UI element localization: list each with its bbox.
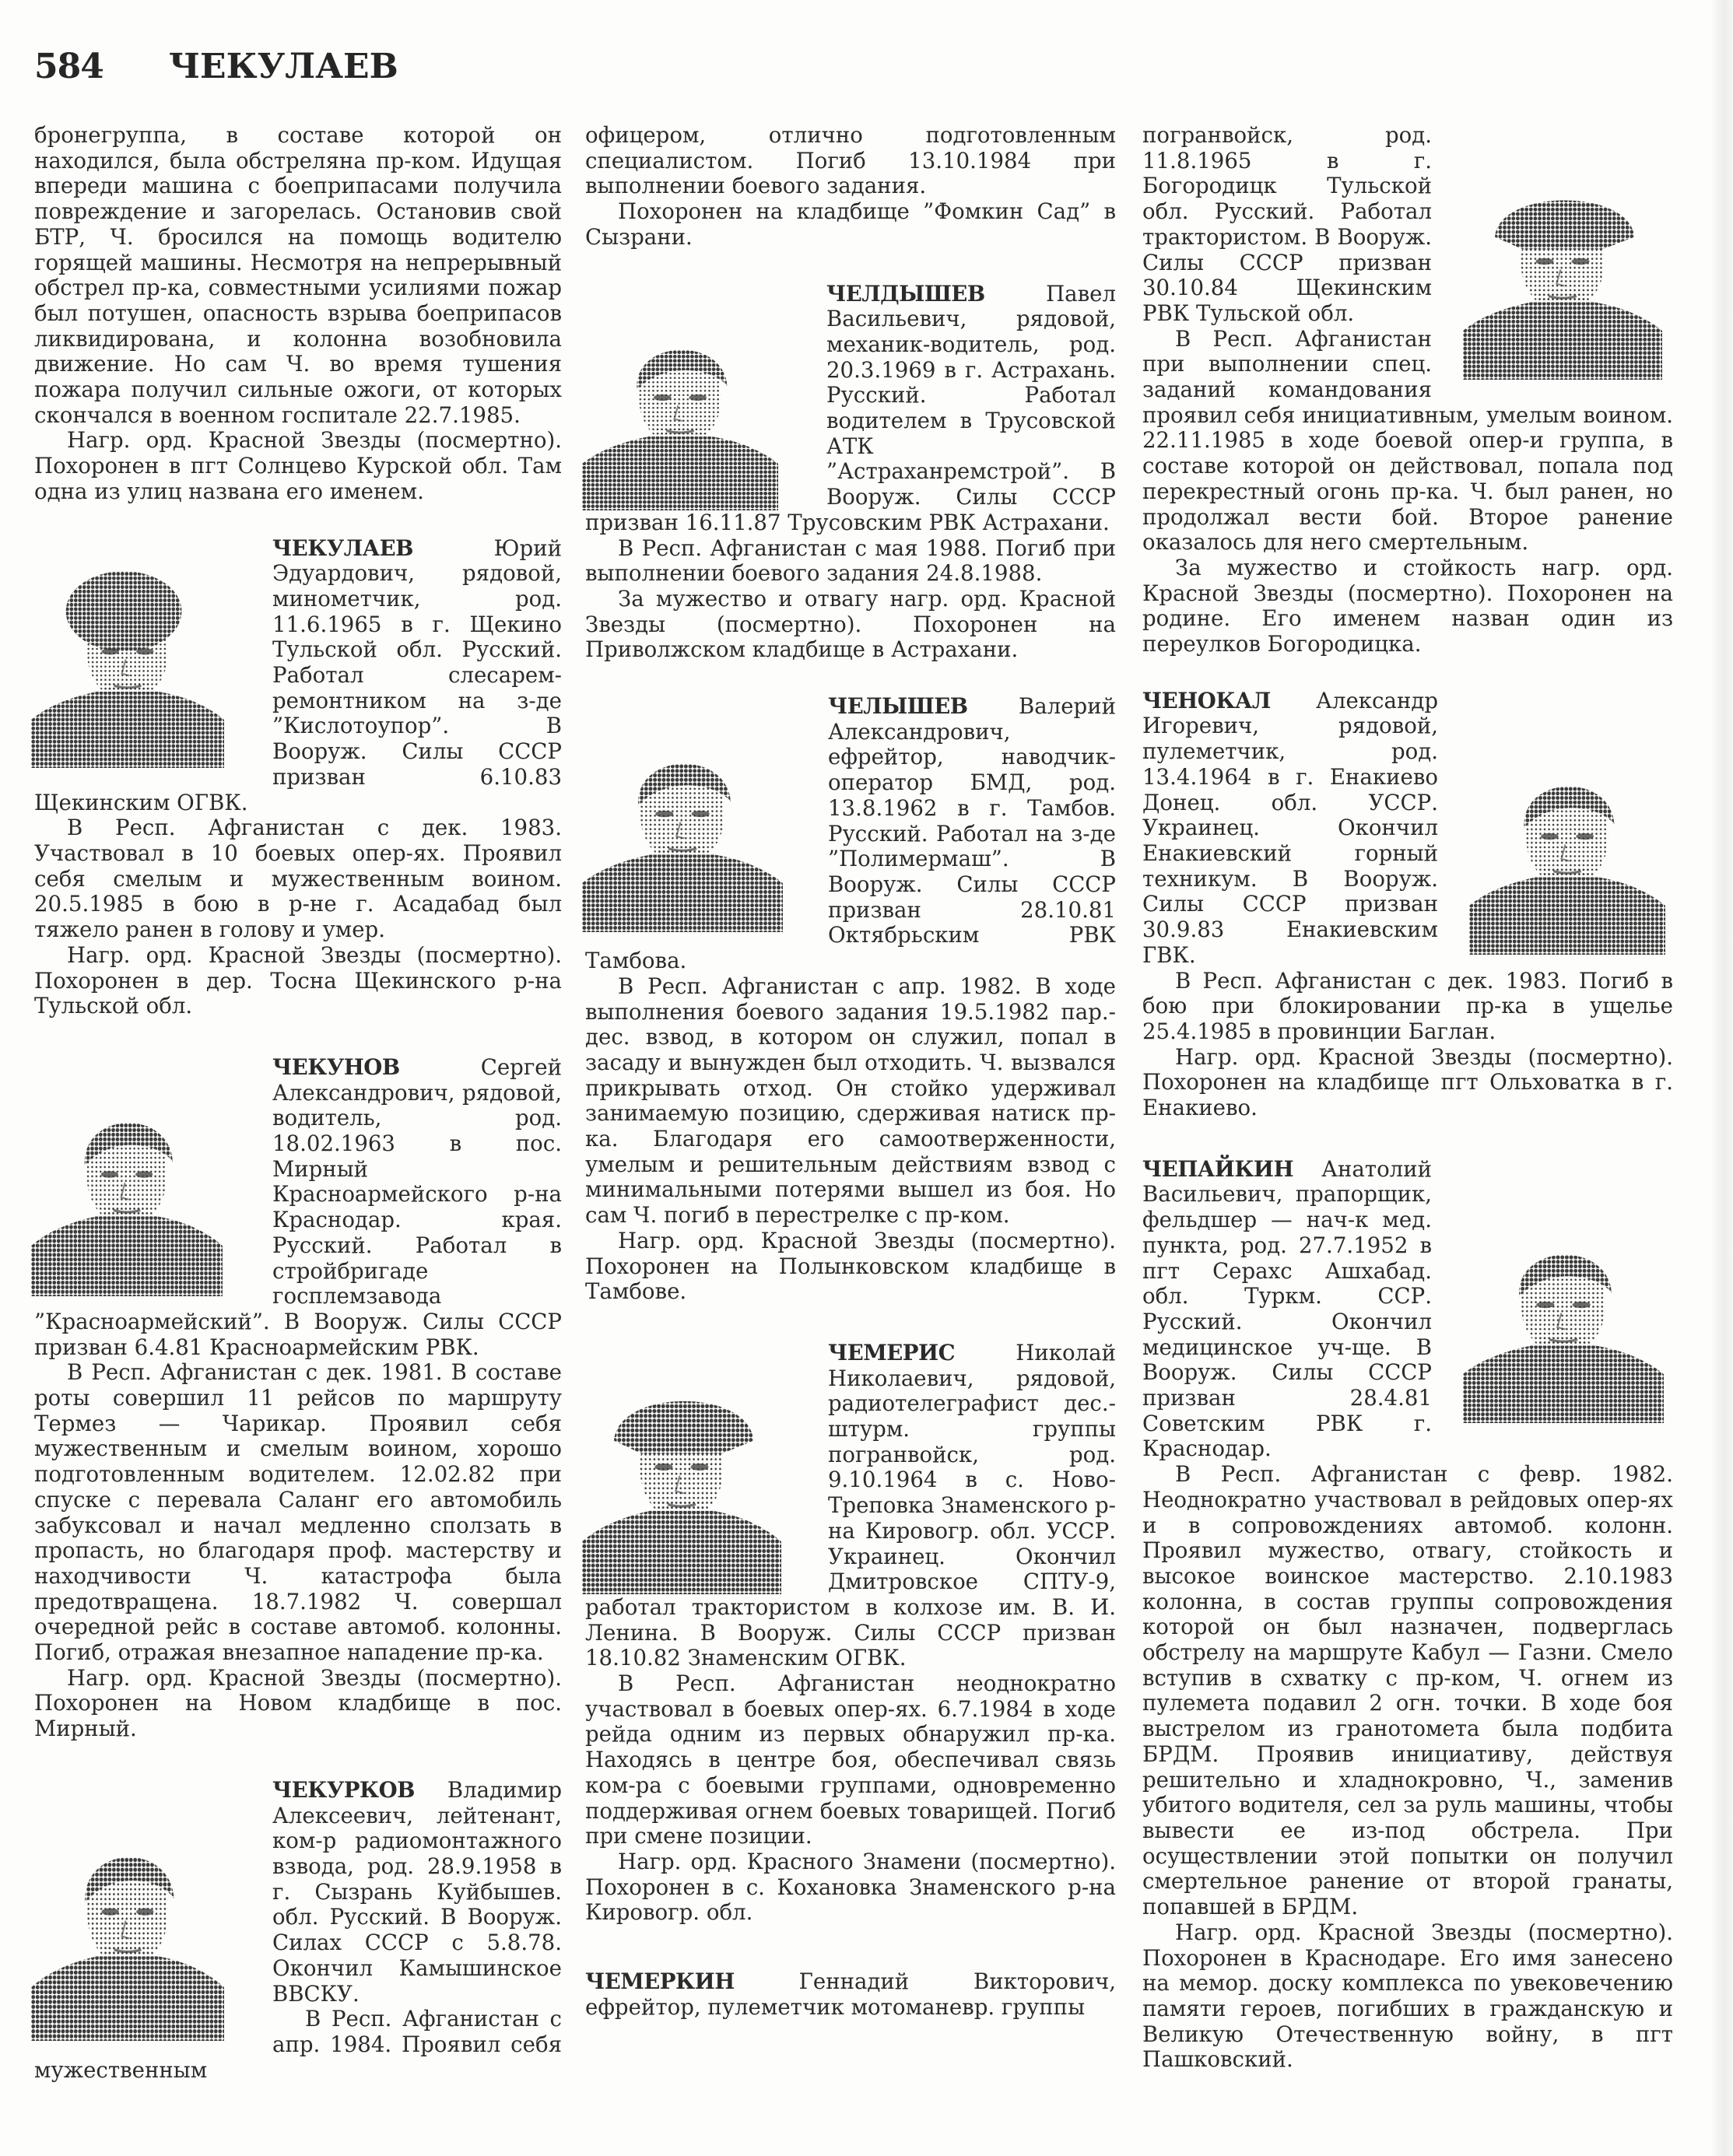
paragraph: погранвойск, род. 11.8.1965 в г. Богородицк Тульской обл. Русский. Работал трактористом. В Вооруж. Силы СССР призван 30.10.84 Щекинским РВК Тульской обл. <box>1142 122 1432 326</box>
entry-lead-text: Анатолий Васильевич, прапорщик, фельдшер — нач-к мед. пункта, род. 27.7.1952 в пгт Серахс Ашхабад. обл. Туркм. ССР. Русский. Окончил медицинское уч-ще. В Вооруж. Силы СССР призван 28.4.81 Советским РВК г. Краснодар. <box>1142 1155 1432 1462</box>
portrait-photo <box>31 1086 223 1296</box>
entry-surname: ЧЕНОКАЛ <box>1142 687 1271 713</box>
running-headword: ЧЕКУЛАЕВ <box>168 47 398 86</box>
entry-lead-text: Владимир Алексеевич, лейтенант, ком-р радиомонтажного взвода, род. 28.9.1958 в г. Сызрань Куйбышев. обл. Русский. В Вооруж. Силах СССР с 5.8.78. Окончил Камышинское ВВСКУ. <box>272 1776 562 2007</box>
entry-surname: ЧЕКУЛАЕВ <box>272 535 413 561</box>
entry-lead-text: Валерий Александрович, ефрейтор, наводчик-оператор БМД, род. 13.8.1962 в г. Тамбов. Русский. Работал на з-де ”Полимермаш”. В Вооруж. Силы СССР призван 28.10.81 Октябрьским РВК Тамбова. <box>585 693 1116 974</box>
halftone-portrait-icon <box>31 1818 224 2041</box>
halftone-portrait-icon <box>582 316 778 510</box>
entry-chemerkin <box>585 1969 1116 2020</box>
entry-surname: ЧЕЛДЫШЕВ <box>826 280 985 307</box>
entry-surname: ЧЕЛЫШЕВ <box>828 693 968 720</box>
halftone-portrait-icon <box>1463 176 1662 380</box>
paragraph: В Респ. Афганистан с апр. 1982. В ходе выполнения боевого задания 19.5.1982 пар.-дес. взвод, в котором он служил, попал в засаду и вынужден был отходить. Ч. вызвался прикрывать отход. Он стойко удерживал занимаемую позицию, сдерживая натиск пр-ка. Благодаря его самоотверженности, умелым и решительным действиям взвод с минимальными потерями вышел из боя. Но сам Ч. погиб в перестрелке с пр-ком. <box>585 973 1116 1229</box>
paragraph: Нагр. орд. Красной Звезды (посмертно). Похоронен на кладбище пгт Ольховатка в г. Енакиево. <box>1142 1043 1673 1121</box>
paragraph: За мужество и стойкость нагр. орд. Красной Звезды (посмертно). Похоронен на родине. Его именем назван один из переулков Богородицка. <box>1142 554 1673 657</box>
paragraph: В Респ. Афганистан с февр. 1982. Неоднократно участвовал в рейдовых опер-ях и в сопровождениях автомоб. колонн. Проявил мужество, отвагу, стойкость и высокое воинское мастерство. 2.10.1983 колонна, в состав группы сопровождения которой он был назначен, подверглась обстрелу на маршруте Кабул — Газни. Смело вступив в схватку с пр-ком, Ч. огнем из пулемета подавил 2 огн. точки. В ходе боя выстрелом из гранотомета была подбита БРДМ. Проявив инициативу, действуя решительно и хладнокровно, Ч., заменив убитого водителя, сел за руль машины, чтобы вывести ее из-под обстрела. При осуществлении этой попытки он получил смертельное ранение от второй гранаты, попавшей в БРДМ. <box>1142 1461 1673 1920</box>
entry-chelyshev <box>585 694 1116 1305</box>
paragraph: В Респ. Афганистан с дек. 1983. Погиб в бою при блокировании пр-ка в ущелье 25.4.1985 в провинции Баглан. <box>1142 967 1673 1044</box>
column-2 <box>585 123 1116 2021</box>
entry-surname: ЧЕМЕРКИН <box>585 1968 735 1995</box>
page-number: 584 <box>34 47 103 86</box>
paragraph: Похоронен на кладбище ”Фомкин Сад” в Сызрани. <box>585 198 1116 250</box>
entry-surname: ЧЕМЕРИС <box>828 1339 956 1365</box>
entry-lead <box>585 1969 1116 2020</box>
paragraph: За мужество и отвагу нагр. орд. Красной Звезды (посмертно). Похоронен на Приволжском кладбище в Астрахани. <box>585 585 1116 663</box>
paragraph: бронегруппа, в составе которой он находился, была обстреляна пр-ком. Идущая впереди машина с боеприпасами получила повреждение и загорелась. Остановив свой БТР, Ч. бросился на помощь водителю горящей машины. Несмотря на непрерывный обстрел пр-ка, совместными усилиями пожар был потушен, опасность взрыва боеприпасов ликвидирована, и колонна возобновила движение. Но сам Ч. во время тушения пожара получил сильные ожоги, от которых скончался в военном госпитале 22.7.1985. <box>34 122 562 428</box>
column-3 <box>1142 123 1673 2073</box>
halftone-portrait-icon <box>582 1375 781 1594</box>
portrait-photo <box>582 728 783 932</box>
portrait-photo <box>582 316 778 510</box>
portrait-photo <box>1463 176 1662 380</box>
paragraph: В Респ. Афганистан с дек. 1981. В составе роты совершил 11 рейсов по маршруту Термез — Чарикар. Проявил себя мужественным и смелым воином, хорошо подготовленным водителем. 12.02.82 при спуске с перевала Саланг его автомобиль забуксовал и начал медленно сползать в пропасть, но благодаря проф. мастерству и находчивости Ч. катастрофа была предотвращена. 18.7.1982 Ч. совершал очередной рейс в составе автомоб. колонны. Погиб, отражая внезапное нападение пр-ка. <box>34 1359 562 1666</box>
halftone-portrait-icon <box>31 567 224 768</box>
running-head <box>34 47 398 93</box>
entry-continuation <box>585 123 1116 251</box>
entry-chekunov <box>34 1055 562 1742</box>
entry-chepaikin <box>1142 1157 1673 2073</box>
portrait-photo <box>1469 751 1665 955</box>
paragraph: Нагр. орд. Красного Знамени (посмертно). Похоронен в с. Кохановка Знаменского р-на Кировогр. обл. <box>585 1849 1116 1926</box>
paragraph: Нагр. орд. Красной Звезды (посмертно). Похоронен на Полынковском кладбище в Тамбове. <box>585 1227 1116 1305</box>
entry-chekurkov <box>34 1778 562 2083</box>
column-1 <box>34 123 562 2083</box>
portrait-photo <box>1463 1219 1664 1423</box>
paragraph: Нагр. орд. Красной Звезды (посмертно). Похоронен в Краснодаре. Его имя занесено на мемор. доску комплекса по увековечению памяти героев, погибших в гражданскую и Великую Отечественную войну, в пгт Пашковский. <box>1142 1919 1673 2073</box>
entry-surname: ЧЕКУНОВ <box>272 1053 400 1080</box>
entry-cheldyshev <box>585 282 1116 664</box>
halftone-portrait-icon <box>1469 751 1665 955</box>
paragraph: В Респ. Афганистан с апр. 1984. Проявил себя мужественным <box>34 2006 562 2083</box>
entry-chekulaev <box>34 536 562 1019</box>
entry-lead-text: Геннадий Викторович, ефрейтор, пулеметчик мотоманевр. группы <box>585 1968 1116 2020</box>
paragraph: офицером, отлично подготовленным специалистом. Погиб 13.10.1984 при выполнении боевого задания. <box>585 122 1116 199</box>
entry-lead-text: Николай Николаевич, рядовой, радиотелеграфист дес.-штурм. группы погранвойск, род. 9.10.1964 в с. Ново-Треповка Знаменского р-на Кировогр. обл. УССР. Украинец. Окончил Дмитровское СПТУ-9, работал трактористом в колхозе им. В. И. Ленина. В Вооруж. Силы СССР призван 18.10.82 Знаменским ОГВК. <box>585 1339 1116 1671</box>
halftone-portrait-icon <box>31 1086 223 1296</box>
paragraph: В Респ. Афганистан с мая 1988. Погиб при выполнении боевого задания 24.8.1988. <box>585 535 1116 587</box>
entry-lead-text: Александр Игоревич, рядовой, пулеметчик, род. 13.4.1964 в г. Енакиево Донец. обл. УССР. Украинец. Окончил Енакиевский горный техникум. В Вооруж. Силы СССР призван 30.9.83 Енакиевским ГВК. <box>1142 687 1438 968</box>
paragraph: Нагр. орд. Красной Звезды (посмертно). Похоронен в пгт Солнцево Курской обл. Там одна из улиц названа его именем. <box>34 427 562 504</box>
portrait-photo <box>31 1818 224 2041</box>
entry-chenokal <box>1142 689 1673 1121</box>
entry-continuation <box>1142 123 1673 657</box>
entry-surname: ЧЕПАЙКИН <box>1142 1155 1294 1182</box>
page-edge-shadow <box>1713 0 1733 2156</box>
portrait-photo <box>31 567 224 768</box>
paragraph: Нагр. орд. Красной Звезды (посмертно). Похоронен в дер. Тосна Щекинского р-на Тульской обл. <box>34 941 562 1019</box>
portrait-photo <box>582 1375 781 1594</box>
entry-lead-text: Сергей Александрович, рядовой, водитель, род. 18.02.1963 в пос. Мирный Красноармейского р-на Краснодар. края. Русский. Работал в стройбригаде госплемзавода ”Красноармейский”. В Вооруж. Силы СССР призван 6.4.81 Красноармейским РВК. <box>34 1053 562 1360</box>
halftone-portrait-icon <box>1463 1219 1664 1423</box>
paragraph: В Респ. Афганистан с дек. 1983. Участвовал в 10 боевых опер-ях. Проявил себя смелым и мужественным воином. 20.5.1985 в бою в р-не г. Асадабад был тяжело ранен в голову и умер. <box>34 815 562 943</box>
entry-lead-text: Павел Васильевич, рядовой, механик-водитель, род. 20.3.1969 в г. Астрахань. Русский. Работал водителем в Трусовской АТК ”Астраханремстрой”. В Вооруж. Силы СССР призван 16.11.87 Трусовским РВК Астрахани. <box>585 280 1116 535</box>
entry-lead-text: Юрий Эдуардович, рядовой, минометчик, род. 11.6.1965 в г. Щекино Тульской обл. Русский. Работал слесарем-ремонтником на з-де ”Кислотоупор”. В Вооруж. Силы СССР призван 6.10.83 Щекинским ОГВК. <box>34 535 562 815</box>
paragraph: Нагр. орд. Красной Звезды (посмертно). Похоронен на Новом кладбище в пос. Мирный. <box>34 1664 562 1742</box>
entry-continuation <box>34 123 562 505</box>
paragraph: В Респ. Афганистан неоднократно участвовал в боевых опер-ях. 6.7.1984 в ходе рейда одним из первых обнаружил пр-ка. Находясь в центре боя, обеспечивал связь ком-ра с боевыми группами, одновременно поддерживая огнем боевых товарищей. Погиб при смене позиции. <box>585 1670 1116 1849</box>
halftone-portrait-icon <box>582 728 783 932</box>
entry-surname: ЧЕКУРКОВ <box>272 1776 415 1803</box>
entry-chemeris <box>585 1341 1116 1926</box>
paragraph: В Респ. Афганистан при выполнении спец. заданий командования проявил себя инициативным, умелым воином. 22.11.1985 в ходе боевой опер-и группа, в составе которой он действовал, попала под перекрестный огонь пр-ка. Ч. был ранен, но продолжал вести бой. Второе ранение оказалось для него смертельным. <box>1142 325 1673 556</box>
